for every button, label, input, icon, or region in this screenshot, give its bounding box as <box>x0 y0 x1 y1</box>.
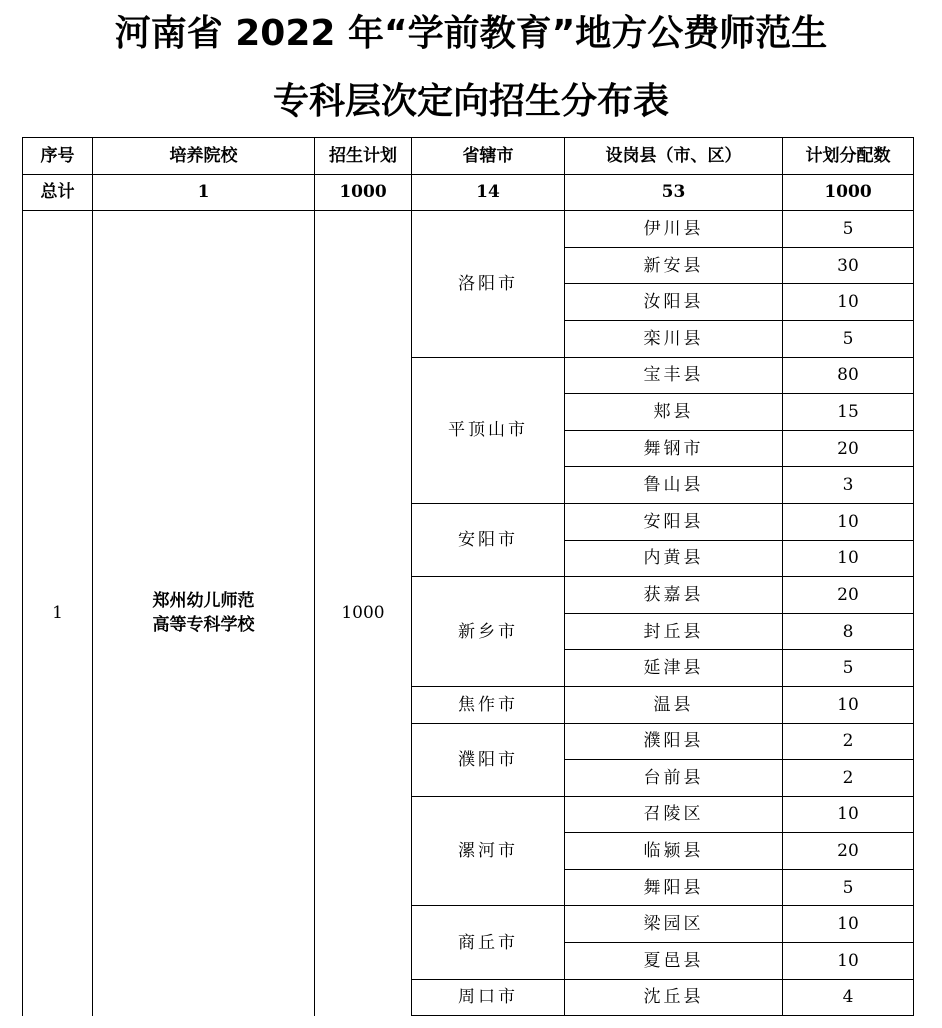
school-name-line2: 高等专科学校 <box>152 615 255 636</box>
county-cell: 安阳县 <box>565 503 783 540</box>
total-schools: 1 <box>93 174 315 211</box>
allocation-cell: 10 <box>783 796 914 833</box>
total-label: 总计 <box>23 174 93 211</box>
city-cell: 濮阳市 <box>412 723 565 796</box>
county-cell: 舞钢市 <box>565 430 783 467</box>
county-cell: 伊川县 <box>565 211 783 248</box>
table-row <box>23 211 914 248</box>
allocation-cell: 10 <box>783 686 914 723</box>
document-title-line1: 河南省 2022 年“学前教育”地方公费师范生 <box>114 13 828 54</box>
city-cell: 安阳市 <box>412 503 565 576</box>
allocation-cell: 10 <box>783 943 914 980</box>
allocation-cell: 3 <box>783 467 914 504</box>
total-counties: 53 <box>565 174 783 211</box>
county-cell: 舞阳县 <box>565 869 783 906</box>
city-cell: 平顶山市 <box>412 357 565 503</box>
entry-plan: 1000 <box>315 211 412 1016</box>
school-name-line1: 郑州幼儿师范 <box>152 591 255 612</box>
header-allocation: 计划分配数 <box>783 138 914 175</box>
county-cell: 新安县 <box>565 247 783 284</box>
county-cell: 温县 <box>565 686 783 723</box>
county-cell: 召陵区 <box>565 796 783 833</box>
county-cell: 濮阳县 <box>565 723 783 760</box>
county-cell: 梁园区 <box>565 906 783 943</box>
county-cell: 宝丰县 <box>565 357 783 394</box>
allocation-cell: 5 <box>783 869 914 906</box>
allocation-cell: 2 <box>783 723 914 760</box>
allocation-cell: 10 <box>783 906 914 943</box>
total-plan: 1000 <box>315 174 412 211</box>
city-cell: 商丘市 <box>412 906 565 979</box>
allocation-cell: 4 <box>783 979 914 1016</box>
allocation-cell: 20 <box>783 833 914 870</box>
city-cell: 漯河市 <box>412 796 565 906</box>
allocation-cell: 2 <box>783 760 914 797</box>
allocation-cell: 80 <box>783 357 914 394</box>
county-cell: 夏邑县 <box>565 943 783 980</box>
allocation-cell: 10 <box>783 284 914 321</box>
header-school: 培养院校 <box>93 138 315 175</box>
entry-index: 1 <box>23 211 93 1016</box>
total-cities: 14 <box>412 174 565 211</box>
header-row <box>23 138 914 175</box>
allocation-cell: 15 <box>783 394 914 431</box>
document-title-line2: 专科层次定向招生分布表 <box>272 81 669 122</box>
city-cell: 周口市 <box>412 979 565 1016</box>
county-cell: 鲁山县 <box>565 467 783 504</box>
total-allocation: 1000 <box>783 174 914 211</box>
city-cell: 焦作市 <box>412 686 565 723</box>
county-cell: 台前县 <box>565 760 783 797</box>
allocation-cell: 10 <box>783 503 914 540</box>
county-cell: 临颍县 <box>565 833 783 870</box>
allocation-cell: 30 <box>783 247 914 284</box>
allocation-cell: 10 <box>783 540 914 577</box>
city-cell: 洛阳市 <box>412 211 565 357</box>
county-cell: 获嘉县 <box>565 577 783 614</box>
header-county: 设岗县（市、区） <box>565 138 783 175</box>
distribution-table <box>22 137 914 1016</box>
allocation-cell: 8 <box>783 613 914 650</box>
county-cell: 郏县 <box>565 394 783 431</box>
entry-school <box>93 211 315 1016</box>
county-cell: 汝阳县 <box>565 284 783 321</box>
county-cell: 封丘县 <box>565 613 783 650</box>
allocation-cell: 20 <box>783 577 914 614</box>
county-cell: 延津县 <box>565 650 783 687</box>
city-cell: 新乡市 <box>412 577 565 687</box>
county-cell: 栾川县 <box>565 320 783 357</box>
header-plan: 招生计划 <box>315 138 412 175</box>
allocation-cell: 20 <box>783 430 914 467</box>
header-index: 序号 <box>23 138 93 175</box>
header-city: 省辖市 <box>412 138 565 175</box>
county-cell: 沈丘县 <box>565 979 783 1016</box>
allocation-cell: 5 <box>783 650 914 687</box>
allocation-cell: 5 <box>783 320 914 357</box>
county-cell: 内黄县 <box>565 540 783 577</box>
total-row <box>23 174 914 211</box>
allocation-cell: 5 <box>783 211 914 248</box>
